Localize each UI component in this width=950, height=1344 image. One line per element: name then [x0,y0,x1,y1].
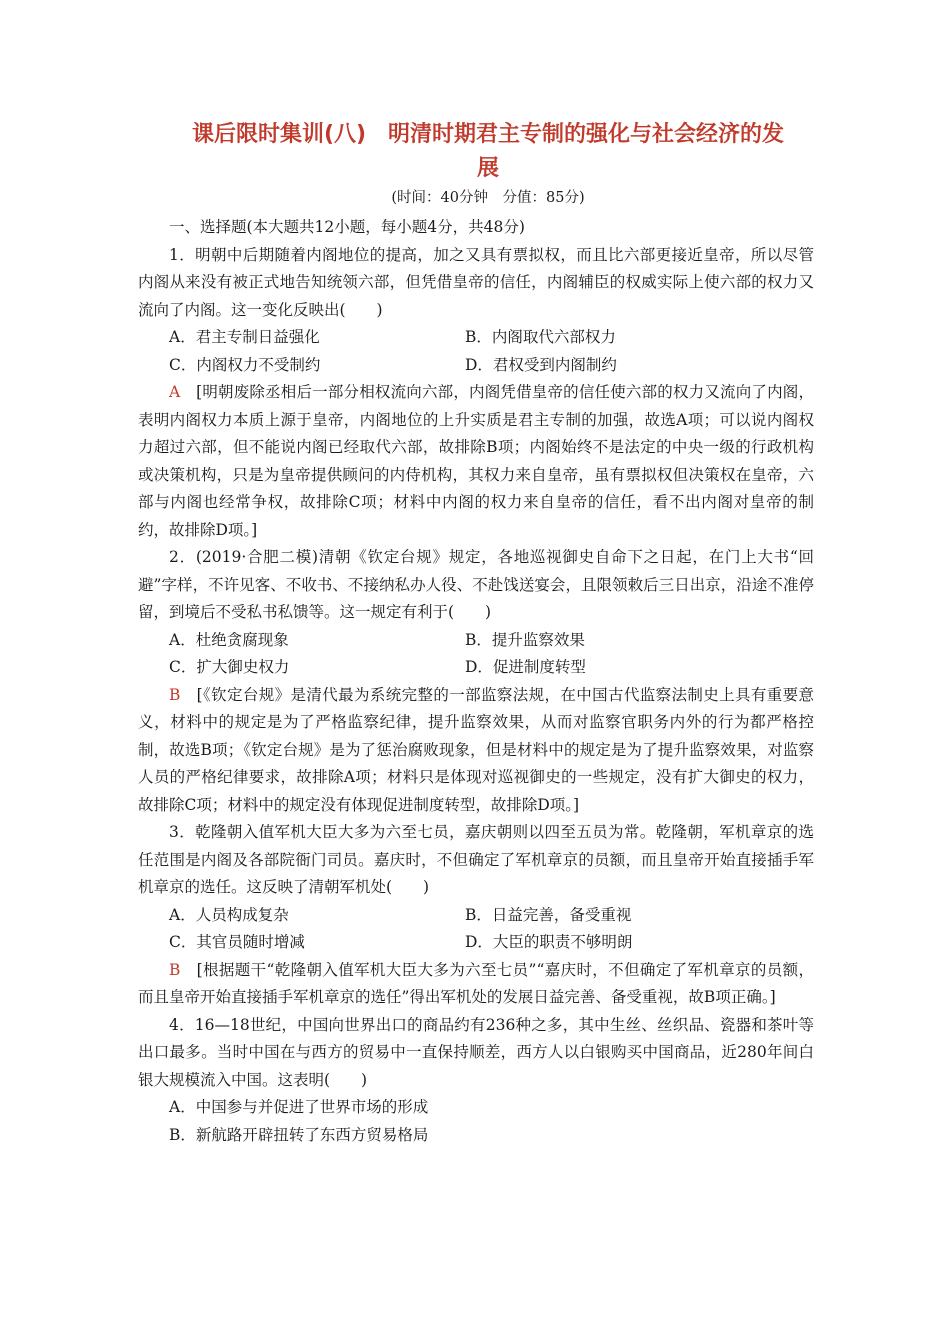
options-row [138,352,814,380]
exam-meta: (时间：40分钟 分值：85分) [391,190,585,206]
answer-explanation [138,379,814,544]
option-a: A．杜绝贪腐现象 [169,630,289,649]
options-row [138,324,814,352]
answer-letter: B [169,685,181,704]
option-b: B．提升监察效果 [465,630,585,649]
answer-explanation [138,957,814,1012]
option-a: A．君主专制日益强化 [169,328,320,346]
question-4 [138,1012,814,1150]
options-row [138,627,814,655]
option-c: C．其官员随时增减 [169,933,305,951]
option-d: D．促进制度转型 [465,658,586,676]
title-line-1: 课后限时集训(八) 明清时期君主专制的强化与社会经济的发 [191,122,785,147]
options-row [138,929,814,957]
explanation-text: [明朝废除丞相后一部分相权流向六部，内阁凭借皇帝的信任使六部的权力又流向了内阁，表明内阁权力本质上源于皇帝，内阁地位的上升实质是君主专制的加强，故选A项；可以说内阁权力超过六部，但不能说内阁已经取代六部，故排除B项；内阁始终不是法定的中央一级的行政机构或决策机构，只是为皇帝提供顾问的内侍机构，其权力来自皇帝，虽有票拟权但决策权在皇帝，六部与内阁也经常争权，故排除C项；材料中内阁的权力来自皇帝的信任，看不出内阁对皇帝的制约，故排除D项。] [138,383,814,539]
answer-letter: B [169,960,181,979]
option-b: B．日益完善，备受重视 [465,905,632,924]
options-row [138,654,814,682]
option-b: B．内阁取代六部权力 [465,328,616,346]
question-stem: 1．明朝中后期随着内阁地位的提高，加之又具有票拟权，而且比六部更接近皇帝，所以尽管内阁从来没有被正式地告知统领六部，但凭借皇帝的信任，内阁辅臣的权威实际上使六部的权力又流向了内阁。这一变化反映出( ) [138,245,814,319]
option-a: A．人员构成复杂 [169,905,289,924]
document-body [138,214,814,1149]
section-heading: 一、选择题(本大题共12小题，每小题4分，共48分) [169,218,525,236]
option-a: A．中国参与并促进了世界市场的形成 [169,1098,429,1116]
answer-explanation [138,682,814,820]
question-1 [138,242,814,545]
option-c: C．内阁权力不受制约 [169,355,321,374]
page-title [138,118,838,186]
options-row [138,902,814,930]
explanation-text: [根据题干“乾隆朝入值军机大臣大多为六至七员”“嘉庆时，不但确定了军机章京的员额，而且皇帝开始直接插手军机章京的选任”得出军机处的发展日益完善、备受重视，故B项正确。] [138,960,814,1006]
answer-letter: A [169,383,181,401]
option-d: D．大臣的职责不够明朗 [465,933,633,951]
title-line-2: 展 [476,156,499,181]
question-3 [138,819,814,1012]
question-stem: 4．16—18世纪，中国向世界出口的商品约有236种之多，其中生丝、丝织品、瓷器和茶叶等出口最多。当时中国在与西方的贸易中一直保持顺差，西方人以白银购买中国商品，近280年间白银大规模流入中国。这表明( ) [138,1015,814,1089]
question-stem: 3．乾隆朝入值军机大臣大多为六至七员，嘉庆朝则以四至五员为常。乾隆朝，军机章京的选任范围是内阁及各部院衙门司员。嘉庆时，不但确定了军机章京的员额，而且皇帝开始直接插手军机章京的选任。这反映了清朝军机处( ) [138,823,814,896]
option-b: B．新航路开辟扭转了东西方贸易格局 [169,1125,429,1144]
option-d: D．君权受到内阁制约 [465,355,617,374]
option-c: C．扩大御史权力 [169,658,290,676]
explanation-text: [《钦定台规》是清代最为系统完整的一部监察法规，在中国古代监察法制史上具有重要意义，材料中的规定是为了严格监察纪律，提升监察效果，从而对监察官职务内外的行为都严格控制，故选B项；《钦定台规》是为了惩治腐败现象，但是材料中的规定是为了提升监察效果，对监察人员的严格纪律要求，故排除A项；材料只是体现对巡视御史的一些规定，没有扩大御史的权力，故排除C项；材料中的规定没有体现促进制度转型，故排除D项。] [138,685,814,814]
question-stem: 2．(2019·合肥二模)清朝《钦定台规》规定，各地巡视御史自命下之日起，在门上大书“回避”字样，不许见客、不收书、不接纳私办人役、不赴饯送宴会，且限领敕后三日出京，沿途不准停留，到境后不受私书私馈等。这一规定有利于( ) [138,548,814,621]
question-2 [138,544,814,819]
